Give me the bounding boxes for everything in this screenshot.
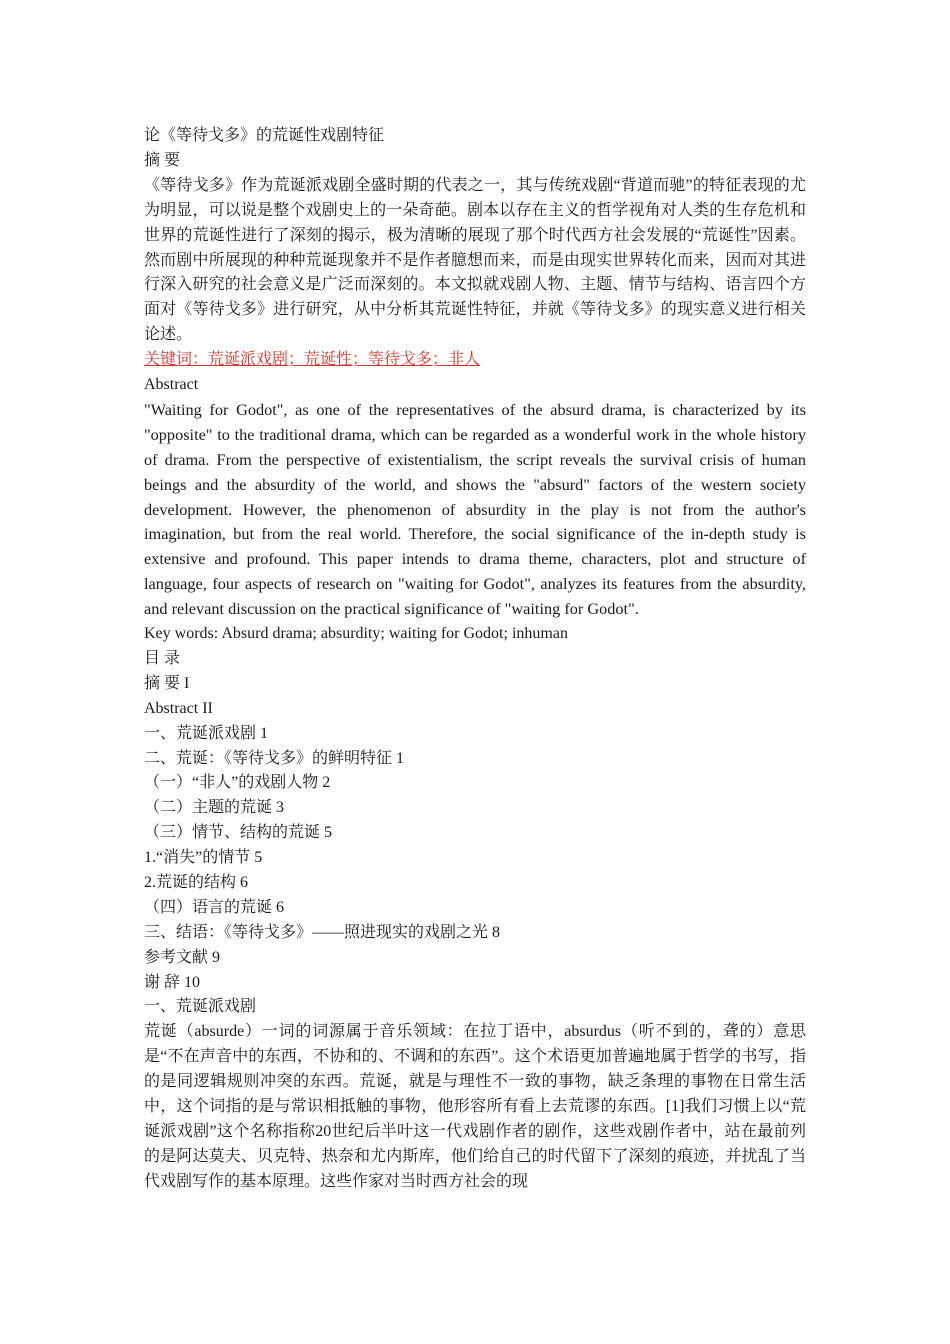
keywords-cn: 关键词：荒诞派戏剧；荒诞性；等待戈多；非人 xyxy=(144,351,481,369)
toc-item: 二、荒诞：《等待戈多》的鲜明特征 1 xyxy=(144,749,405,767)
toc-item: （三）情节、结构的荒诞 5 xyxy=(144,824,333,842)
toc-item: 三、结语：《等待戈多》——照进现实的戏剧之光 8 xyxy=(144,923,501,941)
section-heading: 一、荒诞派戏剧 xyxy=(144,998,257,1016)
toc-item: 谢 辞 10 xyxy=(144,973,201,991)
abstract-en-text: "Waiting for Godot", as one of the representatives of the absurd drama, is characterized by its "opposite" to the traditional drama, which can be regarded as a wonderful work in the whole history of drama. From the perspective of existentialism, the script reveals the survival crisis of human beings and the absurdity of the world, and shows the "absurd" factors of the western society development. However, the phenomenon of absurdity in the play is not from the author's imagination, but from the real world. Therefore, the social significance of the in-depth study is extensive and profound. This paper intends to drama theme, characters, plot and structure of language, four aspects of research on "waiting for Godot", analyzes its features from the absurdity, and relevant discussion on the practical significance of "waiting for Godot". xyxy=(144,399,806,619)
abstract-cn-heading: 摘 要 xyxy=(144,151,181,169)
document-page xyxy=(144,124,806,1195)
abstract-en-heading: Abstract xyxy=(144,376,199,394)
toc-item: （一）“非人”的戏剧人物 2 xyxy=(144,774,331,792)
keywords-en: Key words: Absurd drama; absurdity; waiting for Godot; inhuman xyxy=(144,625,568,643)
abstract-cn-text: 《等待戈多》作为荒诞派戏剧全盛时期的代表之一，其与传统戏剧“背道而驰”的特征表现的尤为明显，可以说是整个戏剧史上的一朵奇葩。剧本以存在主义的哲学视角对人类的生存危机和世界的荒诞性进行了深刻的揭示，极为清晰的展现了那个时代西方社会发展的“荒诞性”因素。然而剧中所展现的种种荒诞现象并不是作者臆想而来，而是由现实世界转化而来，因而对其进行深入研究的社会意义是广泛而深刻的。本文拟就戏剧人物、主题、情节与结构、语言四个方面对《等待戈多》进行研究，从中分析其荒诞性特征，并就《等待戈多》的现实意义进行相关论述。 xyxy=(144,176,806,344)
document-title: 论《等待戈多》的荒诞性戏剧特征 xyxy=(144,127,385,144)
section-body-text: 荒诞（absurde）一词的词源属于音乐领域：在拉丁语中，absurdus（听不到的，聋的）意思是“不在声音中的东西，不协和的、不调和的东西”。这个术语更加普遍地属于哲学的书写，指的是同逻辑规则冲突的东西。荒诞，就是与理性不一致的事物，缺乏条理的事物在日常生活中，这个词指的是与常识相抵触的事物，他形容所有看上去荒谬的东西。[1]我们习惯上以“荒诞派戏剧”这个名称指称20世纪后半叶这一代戏剧作者的剧作，这些戏剧作者中，站在最前列的是阿达莫夫、贝克特、热奈和尤内斯库，他们给自己的时代留下了深刻的痕迹，并扰乱了当代戏剧写作的基本原理。这些作家对当时西方社会的现 xyxy=(144,1023,806,1190)
toc-item: 参考文献 9 xyxy=(144,948,221,966)
toc-item: Abstract II xyxy=(144,699,213,717)
toc-item: 1.“消失”的情节 5 xyxy=(144,849,263,867)
toc-item: 一、荒诞派戏剧 1 xyxy=(144,724,269,742)
toc-item: 摘 要 I xyxy=(144,674,190,692)
table-of-contents xyxy=(144,672,806,996)
toc-item: （二）主题的荒诞 3 xyxy=(144,799,285,817)
toc-item: （四）语言的荒诞 6 xyxy=(144,898,285,916)
toc-item: 2.荒诞的结构 6 xyxy=(144,873,249,891)
toc-heading: 目 录 xyxy=(144,649,181,667)
